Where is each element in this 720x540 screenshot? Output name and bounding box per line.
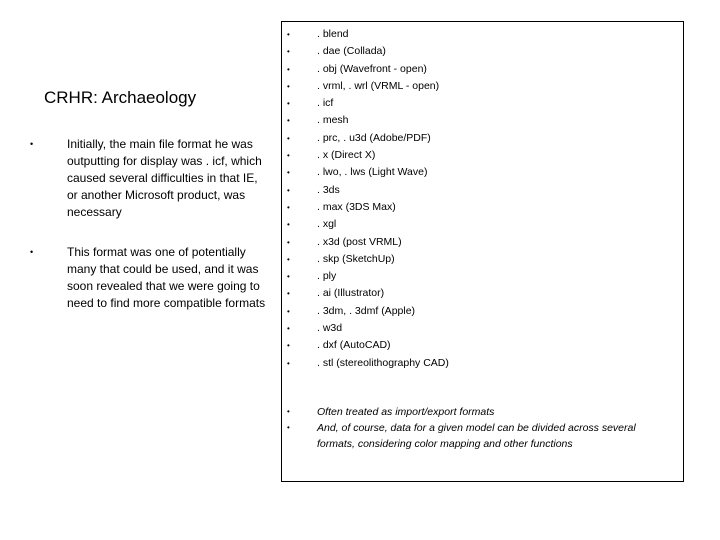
bullet-text: Initially, the main file format he was outputting for display was . icf, which caused several difficulties in that IE, or another Microsoft product, was necessary	[67, 137, 262, 219]
bullet-icon: •	[287, 289, 290, 299]
list-item	[287, 285, 449, 302]
bullet-icon: •	[287, 99, 290, 109]
list-item	[287, 303, 449, 320]
bullet-text: This format was one of potentially many that could be used, and it was soon revealed that we were going to need to find more compatible formats	[67, 245, 266, 310]
bullet-icon: •	[30, 139, 34, 149]
list-item	[287, 61, 449, 78]
list-item	[287, 112, 449, 129]
notes-list	[287, 404, 672, 452]
file-format: . ai (Illustrator)	[317, 287, 385, 300]
list-item	[287, 164, 449, 181]
file-format: . icf	[317, 97, 334, 110]
list-item	[287, 182, 449, 199]
bullet-icon: •	[287, 185, 290, 195]
bullet-icon: •	[287, 407, 290, 416]
list-item	[287, 320, 449, 337]
bullet-icon: •	[287, 133, 290, 143]
bullet-icon: •	[287, 254, 290, 264]
file-format: . x (Direct X)	[317, 149, 376, 162]
bullet-icon: •	[287, 202, 290, 212]
list-item	[287, 147, 449, 164]
bullet-icon: •	[287, 81, 290, 91]
list-item	[287, 234, 449, 251]
file-format: . xgl	[317, 218, 337, 231]
list-item	[30, 136, 266, 221]
list-item	[287, 95, 449, 112]
bullet-icon: •	[287, 168, 290, 178]
file-format: . mesh	[317, 114, 349, 127]
file-format: . ply	[317, 270, 337, 283]
bullet-icon: •	[287, 324, 290, 334]
list-item	[287, 337, 449, 354]
file-format: . obj (Wavefront - open)	[317, 62, 427, 75]
file-format: . max (3DS Max)	[317, 200, 396, 213]
file-format: . 3dm, . 3dmf (Apple)	[317, 304, 416, 317]
file-format: . vrml, . wrl (VRML - open)	[317, 79, 440, 92]
file-format: . w3d	[317, 322, 343, 335]
bullet-icon: •	[287, 116, 290, 126]
list-item	[287, 404, 672, 420]
list-item	[287, 251, 449, 268]
list-item	[287, 26, 449, 43]
bullet-icon: •	[287, 341, 290, 351]
bullet-icon: •	[30, 247, 34, 257]
file-format: . stl (stereolithography CAD)	[317, 356, 449, 369]
bullet-icon: •	[287, 358, 290, 368]
file-format: . dxf (AutoCAD)	[317, 339, 391, 352]
bullet-icon: •	[287, 30, 290, 39]
slide-title: CRHR: Archaeology	[44, 88, 197, 107]
bullet-icon: •	[287, 423, 290, 432]
list-item	[287, 216, 449, 233]
list-item	[287, 268, 449, 285]
bullet-icon: •	[287, 151, 290, 161]
bullet-icon: •	[287, 47, 290, 57]
list-item	[30, 244, 266, 312]
list-item	[287, 43, 449, 60]
file-format: . lwo, . lws (Light Wave)	[317, 166, 428, 179]
note-text: Often treated as import/export formats	[317, 406, 495, 418]
bullet-icon: •	[287, 220, 290, 230]
file-format-list	[287, 26, 449, 372]
left-bullet-list	[30, 136, 266, 312]
list-item	[287, 130, 449, 147]
list-item	[287, 78, 449, 95]
file-format: . 3ds	[317, 183, 340, 196]
bullet-icon: •	[287, 64, 290, 74]
file-format: . blend	[317, 28, 349, 40]
bullet-icon: •	[287, 272, 290, 282]
file-format-panel	[281, 21, 684, 482]
list-item	[287, 355, 449, 372]
file-format: . prc, . u3d (Adobe/PDF)	[317, 131, 431, 144]
file-format: . dae (Collada)	[317, 45, 386, 58]
list-item	[287, 199, 449, 216]
bullet-icon: •	[287, 237, 290, 247]
bullet-icon: •	[287, 306, 290, 316]
list-item	[287, 420, 672, 452]
file-format: . x3d (post VRML)	[317, 235, 402, 248]
note-text: And, of course, data for a given model can be divided across several formats, considering color mapping and other functions	[317, 422, 636, 450]
file-format: . skp (SketchUp)	[317, 252, 395, 265]
